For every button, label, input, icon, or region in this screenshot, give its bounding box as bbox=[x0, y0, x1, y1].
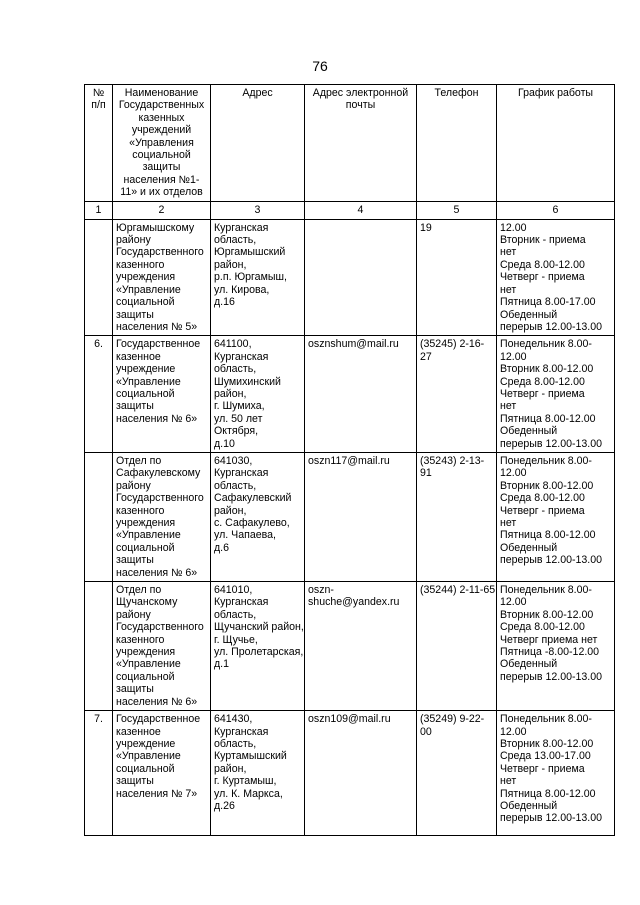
cell-line: Вторник - приема bbox=[500, 234, 586, 247]
cell-line: Пятница 8.00-12.00 bbox=[500, 529, 596, 542]
institution-schedule bbox=[497, 582, 615, 711]
cell-line: социальной bbox=[116, 762, 175, 775]
cell-line: населения № 6» bbox=[116, 412, 198, 425]
cell-line: г. Куртамыш, bbox=[214, 775, 277, 788]
cell-line: «Управление bbox=[116, 375, 181, 388]
institution-phone bbox=[417, 582, 497, 711]
cell-line: № bbox=[92, 87, 105, 99]
cell-line: shuche@yandex.ru bbox=[308, 596, 400, 609]
cell-line: п/п bbox=[91, 99, 106, 112]
cell-line: защиты bbox=[116, 683, 154, 696]
cell-line: Юргамышскому bbox=[116, 221, 195, 234]
institution-phone bbox=[417, 452, 497, 581]
row-number: 6. bbox=[85, 336, 113, 453]
cell-line: нет bbox=[500, 775, 517, 788]
cell-line: казенное bbox=[116, 350, 161, 363]
cell-line: населения №1- bbox=[123, 173, 200, 186]
cell-line: защиты bbox=[116, 554, 154, 567]
cell-line: социальной bbox=[116, 541, 175, 554]
header-address bbox=[211, 85, 305, 202]
cell-line: Среда 8.00-12.00 bbox=[500, 621, 585, 634]
cell-line: Телефон bbox=[434, 87, 479, 99]
cell-line: 12.00 bbox=[500, 596, 527, 609]
row-number bbox=[85, 452, 113, 581]
cell-line: Среда 13.00-17.00 bbox=[500, 750, 591, 763]
cell-line: область, bbox=[214, 608, 257, 621]
cell-line: «Управление bbox=[116, 750, 181, 763]
cell-line: учреждений bbox=[131, 124, 192, 137]
header-name bbox=[113, 85, 211, 202]
cell-line: 12.00 bbox=[500, 467, 527, 480]
institution-email bbox=[305, 219, 417, 336]
cell-line: Пятница -8.00-12.00 bbox=[500, 646, 600, 659]
cell-line: Государственное bbox=[116, 338, 201, 351]
cell-line: область, bbox=[214, 234, 257, 247]
cell-line: учреждения bbox=[116, 517, 176, 529]
cell-line: Курганская bbox=[214, 467, 269, 480]
cell-line: Понедельник 8.00- bbox=[500, 338, 592, 351]
table-row bbox=[85, 711, 615, 836]
cell-line: д.10 bbox=[214, 437, 235, 450]
institution-name bbox=[113, 452, 211, 581]
cell-line: нет bbox=[500, 246, 517, 259]
cell-line: Понедельник 8.00- bbox=[500, 713, 592, 726]
institution-name bbox=[113, 219, 211, 336]
cell-line: 641100, bbox=[214, 338, 252, 351]
cell-line: населения № 7» bbox=[116, 787, 198, 800]
institution-address bbox=[211, 219, 305, 336]
cell-line: область, bbox=[214, 479, 257, 492]
cell-line: район, bbox=[214, 762, 247, 775]
cell-line: району bbox=[116, 479, 151, 492]
institution-schedule bbox=[497, 336, 615, 453]
cell-line: 641030, bbox=[214, 454, 253, 467]
cell-line: «Управление bbox=[116, 529, 181, 542]
cell-line: район, bbox=[214, 258, 247, 271]
cell-line: Щучанский район, bbox=[214, 621, 304, 634]
cell-line: Пятница 8.00-17.00 bbox=[500, 296, 596, 309]
institution-schedule bbox=[497, 711, 615, 836]
cell-line: область, bbox=[214, 363, 257, 376]
cell-line: Четверг - приема bbox=[500, 271, 585, 284]
cell-line: «Управления bbox=[129, 136, 194, 149]
cell-line: График работы bbox=[517, 87, 594, 99]
cell-line: г. Щучье, bbox=[214, 633, 258, 646]
cell-line: Четверг приема нет bbox=[500, 633, 598, 646]
cell-line: р.п. Юргамыш, bbox=[214, 271, 287, 284]
cell-line: oszn109@mail.ru bbox=[308, 713, 391, 726]
cell-line: oszn- bbox=[308, 584, 334, 597]
cell-line: социальной bbox=[116, 387, 175, 400]
cell-line: с. Сафакулево, bbox=[214, 517, 290, 529]
cell-line: 641430, bbox=[214, 713, 253, 726]
column-number: 4 bbox=[305, 201, 417, 219]
cell-line: почты bbox=[345, 99, 376, 112]
cell-line: защиты bbox=[116, 775, 154, 788]
cell-line: Обеденный bbox=[500, 308, 558, 321]
cell-line: Пятница 8.00-12.00 bbox=[500, 787, 596, 800]
institution-phone bbox=[417, 336, 497, 453]
cell-line: Щучанскому bbox=[116, 596, 178, 609]
cell-line: социальной bbox=[132, 149, 191, 162]
cell-line: нет bbox=[500, 517, 517, 529]
cell-line: Государственных bbox=[118, 99, 205, 112]
cell-line: нет bbox=[500, 283, 517, 296]
cell-line: Сафакулевскому bbox=[116, 467, 201, 480]
institution-phone bbox=[417, 219, 497, 336]
cell-line: защиты bbox=[116, 400, 154, 413]
page-number: 76 bbox=[312, 58, 328, 74]
cell-line: район, bbox=[214, 504, 247, 517]
cell-line: Четверг - приема bbox=[500, 762, 585, 775]
cell-line: населения № 6» bbox=[116, 695, 198, 708]
cell-line: Понедельник 8.00- bbox=[500, 454, 592, 467]
cell-line: перерыв 12.00-13.00 bbox=[500, 670, 603, 683]
table-row bbox=[85, 336, 615, 453]
header-phone bbox=[417, 85, 497, 202]
cell-line: ул. 50 лет bbox=[214, 412, 263, 425]
cell-line: Среда 8.00-12.00 bbox=[500, 375, 585, 388]
cell-line: «Управление bbox=[116, 658, 181, 671]
table-row bbox=[85, 219, 615, 336]
cell-line: Отдел по bbox=[116, 584, 162, 597]
cell-line: (35243) 2-13- bbox=[420, 454, 485, 467]
cell-line: ул. К. Маркса, bbox=[214, 787, 283, 800]
cell-line: перерыв 12.00-13.00 bbox=[500, 320, 603, 333]
header-schedule bbox=[497, 85, 615, 202]
cell-line: казенного bbox=[116, 633, 165, 646]
cell-line: населения № 6» bbox=[116, 566, 198, 579]
cell-line: 00 bbox=[420, 725, 432, 738]
institution-address bbox=[211, 582, 305, 711]
column-number: 6 bbox=[497, 201, 615, 219]
cell-line: Отдел по bbox=[116, 454, 162, 467]
cell-line: Четверг - приема bbox=[500, 504, 585, 517]
institution-address bbox=[211, 711, 305, 836]
cell-line: Курганская bbox=[214, 596, 269, 609]
cell-line: ул. Кирова, bbox=[214, 283, 270, 296]
cell-line: (35245) 2-16- bbox=[420, 338, 485, 351]
cell-line: 12.00 bbox=[500, 725, 527, 738]
cell-line: Шумихинский bbox=[214, 375, 281, 388]
cell-line: Среда 8.00-12.00 bbox=[500, 492, 585, 505]
cell-line: социальной bbox=[116, 296, 175, 309]
cell-line: д.6 bbox=[214, 541, 230, 554]
cell-line: Государственного bbox=[116, 246, 204, 259]
cell-line: д.16 bbox=[214, 296, 235, 309]
institution-schedule bbox=[497, 219, 615, 336]
cell-line: Вторник 8.00-12.00 bbox=[500, 479, 594, 492]
cell-line: учреждения bbox=[116, 271, 176, 284]
cell-line: oszn117@mail.ru bbox=[308, 454, 390, 467]
cell-line: (35244) 2-11-65 bbox=[420, 584, 496, 597]
institution-schedule bbox=[497, 452, 615, 581]
cell-line: (35249) 9-22- bbox=[420, 713, 485, 726]
institution-address bbox=[211, 336, 305, 453]
cell-line: Государственного bbox=[116, 621, 204, 634]
header-email bbox=[305, 85, 417, 202]
cell-line: перерыв 12.00-13.00 bbox=[500, 437, 603, 450]
cell-line: 19 bbox=[420, 221, 432, 234]
column-number: 2 bbox=[113, 201, 211, 219]
cell-line: область, bbox=[214, 737, 257, 750]
cell-line: Куртамышский bbox=[214, 750, 287, 763]
cell-line: Обеденный bbox=[500, 799, 558, 812]
institution-email bbox=[305, 452, 417, 581]
institution-address bbox=[211, 452, 305, 581]
cell-line: Адрес bbox=[242, 87, 273, 99]
cell-line: район, bbox=[214, 387, 247, 400]
cell-line: социальной bbox=[116, 670, 175, 683]
cell-line: Среда 8.00-12.00 bbox=[500, 258, 585, 271]
cell-line: Понедельник 8.00- bbox=[500, 584, 592, 597]
cell-line: Государственное bbox=[116, 713, 201, 726]
column-number-row bbox=[85, 201, 615, 219]
column-number: 3 bbox=[211, 201, 305, 219]
cell-line: Курганская bbox=[214, 221, 269, 234]
cell-line: osznshum@mail.ru bbox=[308, 338, 399, 351]
cell-line: 11» и их отделов bbox=[120, 186, 203, 199]
row-number bbox=[85, 219, 113, 336]
cell-line: Сафакулевский bbox=[214, 492, 292, 505]
cell-line: Пятница 8.00-12.00 bbox=[500, 412, 596, 425]
cell-line: 12.00 bbox=[500, 221, 527, 234]
institution-phone bbox=[417, 711, 497, 836]
cell-line: 27 bbox=[420, 350, 432, 363]
cell-line: нет bbox=[500, 400, 517, 413]
cell-line: Вторник 8.00-12.00 bbox=[500, 737, 594, 750]
institution-email bbox=[305, 336, 417, 453]
institution-name bbox=[113, 336, 211, 453]
table-header-row bbox=[85, 85, 615, 202]
cell-line: защиты bbox=[142, 161, 181, 174]
cell-line: Обеденный bbox=[500, 425, 558, 438]
cell-line: д.26 bbox=[214, 799, 235, 812]
column-number: 5 bbox=[417, 201, 497, 219]
column-number: 1 bbox=[85, 201, 113, 219]
row-number bbox=[85, 582, 113, 711]
cell-line: Вторник 8.00-12.00 bbox=[500, 608, 594, 621]
cell-line: населения № 5» bbox=[116, 320, 198, 333]
row-number: 7. bbox=[85, 711, 113, 836]
cell-line: защиты bbox=[116, 308, 154, 321]
cell-line: ул. Пролетарская, bbox=[214, 646, 304, 659]
cell-line: району bbox=[116, 608, 151, 621]
cell-line: Октября, bbox=[214, 425, 259, 438]
institution-email bbox=[305, 582, 417, 711]
cell-line: Четверг - приема bbox=[500, 387, 585, 400]
cell-line: Юргамышский bbox=[214, 246, 286, 259]
cell-line: 641010, bbox=[214, 584, 253, 597]
header-num bbox=[85, 85, 113, 202]
cell-line: 91 bbox=[420, 467, 432, 480]
cell-line: 12.00 bbox=[500, 350, 527, 363]
cell-line: Вторник 8.00-12.00 bbox=[500, 363, 594, 376]
cell-line: Обеденный bbox=[500, 658, 558, 671]
cell-line: казенного bbox=[116, 504, 165, 517]
institutions-table bbox=[84, 84, 615, 836]
institution-email bbox=[305, 711, 417, 836]
cell-line: учреждения bbox=[116, 646, 176, 659]
cell-line: Адрес электронной bbox=[312, 87, 409, 99]
cell-line: учреждение bbox=[116, 737, 176, 750]
institution-name bbox=[113, 711, 211, 836]
cell-line: д.1 bbox=[214, 658, 230, 671]
cell-line: ул. Чапаева, bbox=[214, 529, 276, 542]
cell-line: Курганская bbox=[214, 725, 269, 738]
cell-line: Государственного bbox=[116, 492, 204, 505]
cell-line: казенного bbox=[116, 258, 165, 271]
cell-line: Обеденный bbox=[500, 541, 558, 554]
cell-line: перерыв 12.00-13.00 bbox=[500, 554, 603, 567]
cell-line: «Управление bbox=[116, 283, 181, 296]
institution-name bbox=[113, 582, 211, 711]
cell-line: Курганская bbox=[214, 350, 269, 363]
cell-line: перерыв 12.00-13.00 bbox=[500, 812, 603, 825]
table-row bbox=[85, 452, 615, 581]
cell-line: г. Шумиха, bbox=[214, 400, 265, 413]
cell-line: казенное bbox=[116, 725, 161, 738]
table-row bbox=[85, 582, 615, 711]
cell-line: району bbox=[116, 234, 151, 247]
cell-line: учреждение bbox=[116, 363, 176, 376]
cell-line: Наименование bbox=[124, 87, 199, 99]
cell-line: казенных bbox=[138, 111, 185, 124]
